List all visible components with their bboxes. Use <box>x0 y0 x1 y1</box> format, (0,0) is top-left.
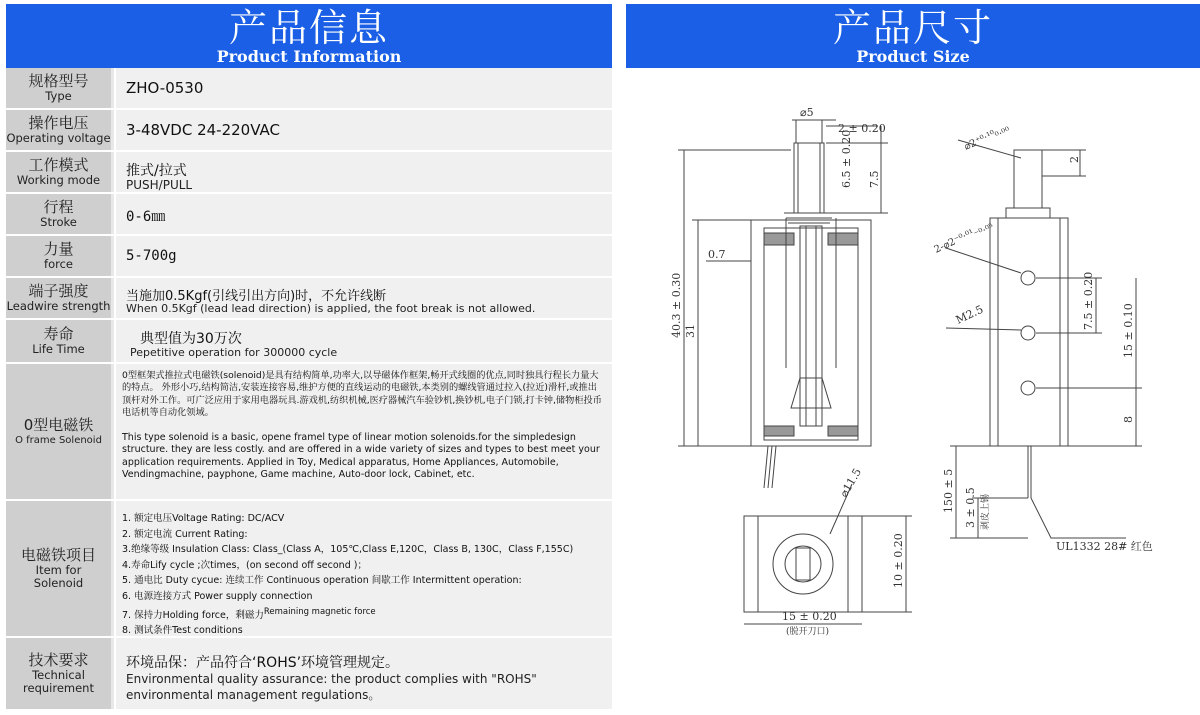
spec-value <box>116 68 612 108</box>
tech-value-cn: 环境品保：产品符合‘ROHS’环境管理规定。 <box>126 655 400 671</box>
banner-title-cn: 产品信息 <box>228 6 389 50</box>
banner-title-en: Product Size <box>856 47 970 66</box>
dimension-drawing <box>626 68 1200 711</box>
list-item: 1. 额定电压Voltage Rating: DC/ACV <box>122 513 285 524</box>
spec-row-o-frame <box>6 364 612 501</box>
product-size-banner <box>626 4 1200 68</box>
leadwire-value-cn: 当施加0.5Kgf(引线引出方向)时，不允许线断 <box>126 289 387 304</box>
spec-label <box>6 364 114 499</box>
dim-label: 7.5 <box>868 170 881 188</box>
bottom-view-outline <box>744 516 862 612</box>
spec-row-mode <box>6 152 612 194</box>
dim-label: 3 ± 0.5 <box>964 487 977 528</box>
dim-label: 0.7 <box>708 248 726 261</box>
label-en: O frame Solenoid <box>15 434 102 446</box>
spec-value <box>116 194 612 234</box>
list-item: 5. 通电比 Duty cycue: 连续工作 Continuous operation 间歇工作 Intermittent operation: <box>122 575 522 587</box>
spec-row-type <box>6 68 612 110</box>
spec-row-leadwire <box>6 278 612 320</box>
label-cn: 操作电压 <box>28 114 89 132</box>
type-value: ZHO-0530 <box>126 79 204 97</box>
label-cn: 电磁铁项目 <box>20 546 96 564</box>
lead-wires <box>764 446 776 488</box>
spec-label <box>6 152 114 192</box>
solenoid-drawing-svg <box>626 68 1200 711</box>
spec-value <box>116 236 612 276</box>
dim-label: 31 <box>684 324 697 338</box>
tech-value-en: Environmental quality assurance: the product complies with "ROHS" <box>126 672 537 686</box>
leadwire-value-en: When 0.5Kgf (lead lead direction) is applied, the foot break is not allowed. <box>126 302 536 315</box>
dim-label: M2.5 <box>953 302 986 327</box>
mode-value-cn: 推式/拉式 <box>126 163 187 179</box>
spec-label <box>6 501 114 636</box>
banner-title-en: Product Information <box>216 47 402 66</box>
label-en: requirement <box>23 681 94 695</box>
tech-value-en: environmental management regulations。 <box>126 688 381 702</box>
dim-label: 10 ± 0.20 <box>892 533 905 588</box>
dim-label: 2-⌀2⁻⁰·⁰¹₋₀.₀₅ <box>932 219 995 256</box>
dim-label: UL1332 28# 红色 <box>1056 540 1153 553</box>
spec-row-force <box>6 236 612 278</box>
dim-label: 2 ± 0.20 <box>838 122 886 135</box>
mount-hole <box>1021 271 1035 285</box>
label-cn: 技术要求 <box>28 651 89 669</box>
dim-label: 15 ± 0.20 <box>782 610 837 623</box>
spec-label <box>6 278 114 318</box>
list-item: 2. 额定电流 Current Rating: <box>122 528 248 540</box>
spec-label <box>6 638 114 709</box>
mode-value-en: PUSH/PULL <box>126 178 193 192</box>
dim-label: (脱开刀口) <box>786 627 830 637</box>
dim-label: 8 <box>1122 416 1135 423</box>
dim-label: ⌀11.5 <box>837 466 865 500</box>
life-value-cn: 典型值为30万次 <box>140 331 242 347</box>
label-en: Type <box>45 89 72 103</box>
label-en: Technical <box>32 668 85 682</box>
o-frame-desc-cn: 0型框架式推拉式电磁铁(solenoid)是具有结构简单,功率大,以导磁体作框架,畅开式线圈的优点,同时独具行程长力量大的特点。 外形小巧,结构简洁,安装连接容易,维护方便的直线运动的电磁铁,本类别的螺线管通过拉入(拉近)滑杆,或推出顶杆对外工作。可广泛应用于家用电器玩具.游戏机,纺织机械,医疗器械汽车验钞机,换钞机,电子门锁,打卡钟,储物柜投币电话机等自动化领域。 <box>122 370 602 418</box>
label-en: Operating voltage <box>6 131 111 145</box>
spec-label <box>6 110 114 150</box>
dim-label: 2 <box>1068 156 1081 163</box>
list-item: 4.寿命Lify cycle ;次times，(on second off second )； <box>122 559 367 571</box>
spec-value <box>116 110 612 150</box>
label-cn: 工作模式 <box>28 156 89 174</box>
life-value-en: Pepetitive operation for 300000 cycle <box>130 346 338 359</box>
spec-row-voltage <box>6 110 612 152</box>
label-en: Solenoid <box>33 576 84 590</box>
spec-row-life <box>6 320 612 364</box>
list-item-holding <box>122 605 606 624</box>
label-cn: 寿命 <box>43 325 74 343</box>
mount-hole <box>1021 326 1035 340</box>
label-cn: 规格型号 <box>28 72 89 90</box>
spec-row-stroke <box>6 194 612 236</box>
dim-label: 150 ± 5 <box>942 468 955 513</box>
spec-value <box>116 638 612 709</box>
spec-value <box>116 320 612 362</box>
dim-label: 6.5 ± 0.20 <box>840 129 853 188</box>
label-cn: 行程 <box>43 198 74 216</box>
label-cn: 0型电磁铁 <box>23 415 94 434</box>
o-frame-desc-en: This type solenoid is a basic, opene framel type of linear motion solenoids.for the simpledesign structure. they are less costly. and are offered in a wide variety of sizes and types to best meet your application requirements. Applied in Toy, Medical apparatus, Home Appliances, Automobile, Vendingmachine, payphone, Game machine, Auto-door lock, Cabinet, etc. <box>122 432 600 481</box>
remaining-force-note: Remaining magnetic force <box>263 606 376 617</box>
spec-label <box>6 320 114 362</box>
banner-title-cn: 产品尺寸 <box>832 6 993 50</box>
dim-label: ⌀5 <box>800 106 814 119</box>
front-view-frame <box>990 218 1068 446</box>
spec-row-items <box>6 501 612 638</box>
dim-label: 剥皮上锡 <box>981 493 991 530</box>
label-en: force <box>44 257 73 271</box>
dim-label: 15 ± 0.10 <box>1122 303 1135 358</box>
dim-label: 7.5 ± 0.20 <box>1082 271 1095 330</box>
spring <box>784 213 834 223</box>
bottom-view-ring <box>773 534 833 594</box>
label-en: Stroke <box>40 215 77 229</box>
mount-hole <box>1021 381 1035 395</box>
spec-row-technical <box>6 638 612 711</box>
list-item: 8. 测试条件Test conditions <box>122 625 243 637</box>
voltage-value: 3-48VDC 24-220VAC <box>126 121 280 139</box>
dim-label: 40.3 ± 0.30 <box>670 272 683 338</box>
spec-value <box>116 364 612 499</box>
spec-value <box>116 278 612 318</box>
product-information-banner <box>6 4 612 68</box>
stroke-value: 0-6㎜ <box>126 209 166 225</box>
list-item: 3.绝缘等级 Insulation Class: Class_(Class A，105℃,Class E,120C，Class B, 130C，Class F,155C) <box>122 544 574 556</box>
force-value: 5-700g <box>126 248 177 264</box>
spec-value <box>116 152 612 192</box>
plunger-body <box>800 226 822 426</box>
front-view-plunger <box>1014 150 1042 208</box>
spec-value <box>116 501 612 636</box>
spec-label <box>6 236 114 276</box>
label-en: Life Time <box>32 342 85 356</box>
item-list <box>122 511 606 639</box>
spec-label <box>6 68 114 108</box>
spec-label <box>6 194 114 234</box>
dim-label: ⌀2⁺⁰·¹⁰₀.₀₀ <box>962 122 1011 153</box>
list-item: 6. 电源连接方式 Power supply connection <box>122 590 313 602</box>
label-cn: 力量 <box>43 240 74 258</box>
label-en: Item for <box>35 563 82 577</box>
label-en: Leadwire strength <box>6 299 111 313</box>
label-cn: 端子强度 <box>28 282 89 300</box>
label-en: Working mode <box>16 173 101 187</box>
list-item-text: 7. 保持力Holding force，剩磁力 <box>122 609 264 621</box>
frame-outline <box>751 220 871 446</box>
